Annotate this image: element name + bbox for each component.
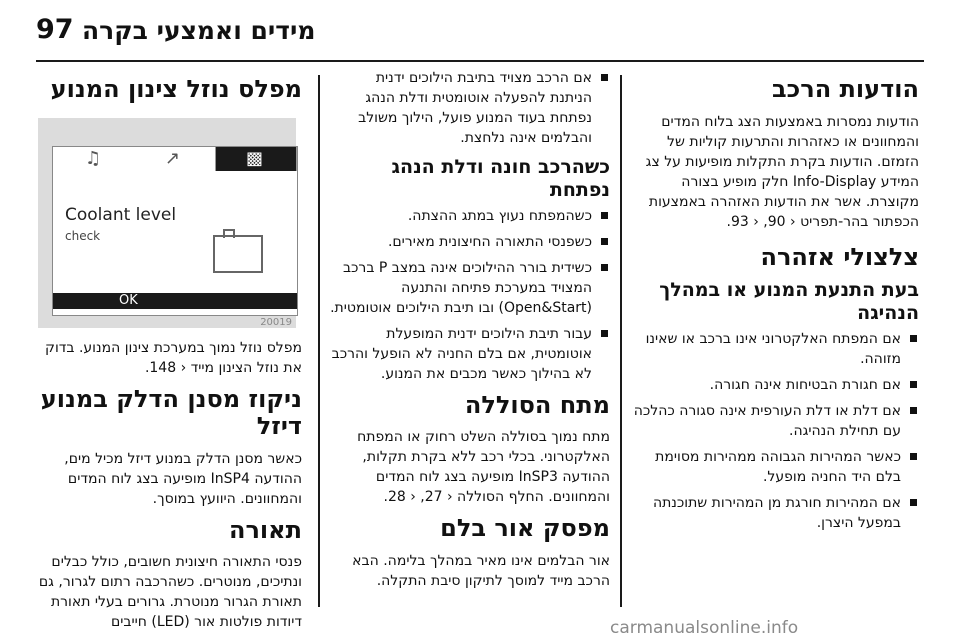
section-title-battery-voltage: מתח הסוללה (464, 390, 610, 419)
phone-icon: ↗ (165, 147, 181, 169)
column-divider (318, 75, 320, 607)
subsection-title-parked-door-open: כשהרכב חונה ודלת הנהג נפתחת (391, 156, 610, 201)
list-item: אם הרכב מצויד בתיבת הילוכים ידנית הניתנת להפעלה אוטומטית ודלת הנהג נפתחת בעוד המנוע פועל, הילוך משולב והבלמים אינה נלחצת. (330, 68, 610, 148)
music-icon: ♫ (85, 147, 102, 169)
section-title-lights: תאורה (228, 515, 302, 544)
figure-id: 20019 (260, 316, 292, 328)
intro-paragraph: הודעות נמסרות באמצעות הצג בלוח המדים והמחוונים או כאזהרות והתרעות קוליות של הזמזם. הודעות בקרת התקלות מופיעות על צג המידע Info-Display חלק מופיע בצורה מקוצרת. אשר את הודעות האזהרה באמצעות הכפתור בהר-תפריט ‹ 90, ‹ 93. (645, 113, 919, 230)
parked-chime-list (330, 206, 610, 384)
display-message-sub: check (65, 228, 101, 243)
list-item: אם המהירות חורגת מן המהירות שתוכנתה במפעל היצרן. (627, 493, 919, 533)
coolant-paragraph: מפלס נוזל נמוך במערכת צינון המנוע. בדוק את נוזל הצינון מייד ‹ 148. (45, 339, 302, 376)
display-message-title: Coolant level (65, 204, 177, 225)
list-item: כשידית בורר ההילוכים אינה במצב P ברכב המצויד במערכת פתיחה והתנעה (Open&Start) ובו תיבת הילוכים אוטומטית. (330, 258, 610, 318)
ok-bar (53, 293, 297, 309)
page-title: מידים ואמצעי בקרה (82, 16, 316, 45)
list-item: כשפנסי התאורה החיצונית מאירים. (330, 232, 610, 252)
lights-paragraph: פנסי התאורה חיצונית חשובים, כולל כבלים ונתיכים, מנוטרים. כשהרכבה רתום לגרור, גם תאורת הגרור מנוטרת. גרורים בעלי תאורת דיודות פולטות אור (LED) חייבים (38, 554, 302, 631)
list-item: אם דלת או דלת העורפית אינה סגורה כהלכה עם תחילת הנהיגה. (627, 401, 919, 441)
tab-music (55, 147, 135, 171)
watermark: carmanualsonline.info (610, 618, 799, 638)
section-title-vehicle-messages: הודעות הרכב (772, 75, 919, 103)
column-vehicle-messages (627, 62, 919, 610)
list-item: כאשר המהירות הגבוהה ממהירות מסוימת בלם היד החניה מופעל. (627, 447, 919, 487)
battery-paragraph: מתח נמוך בסוללה השלט רחוק או המפתח האלקטרוני. בכלי רכב ללא בקרת תקלות, ההודעה InSP3 מופיעה בצג לוח המדים והמחוונים. החלף הסוללה ‹ 27, ‹ 28. (357, 429, 610, 506)
list-item: כשהמפתח נעוץ במתג ההצתה. (330, 206, 610, 226)
section-title-brake-light-switch: מפסק אור בלם (440, 514, 610, 543)
display-panel (52, 146, 298, 316)
display-screenshot (38, 118, 296, 328)
tab-phone (135, 147, 216, 171)
subsection-title-start-or-drive: בעת התנעת המנוע או במהלך הנהיגה (659, 279, 919, 324)
section-title-coolant-level: מפלס נוזל צינון המנוע (50, 75, 302, 103)
list-item: עבור תיבת הילוכים ידנית המופעלת אוטומטית, אם בלם החניה לא הופעל והרכב לא בהילוך כאשר מכבים את המנוע. (330, 324, 610, 384)
diesel-paragraph: כאשר מסנן הדלק במנוע דיזל מכיל מים, ההודעה InSP4 מופיעה בצג לוח המדים והמחוונים. היוועץ במוסך. (64, 450, 302, 507)
page-number: 97 (36, 14, 74, 45)
warning-chime-list (627, 329, 919, 533)
page-header (0, 0, 960, 60)
car-icon: ▩ (246, 147, 264, 169)
column-chimes-battery (330, 62, 610, 610)
brake-paragraph: אור הבלמים אינו מאיר במהלך בלימה. הבא הרכב מייד למוסך לתיקון סיבת התקלה. (352, 552, 610, 589)
tab-vehicle (216, 147, 297, 171)
column-coolant-fuel-lights (38, 62, 302, 631)
section-title-diesel-filter: ניקוז מסנן הדלק במנוע דיזל (40, 384, 302, 441)
list-item: אם חגורת הבטיחות אינה חגורה. (627, 375, 919, 395)
list-item: אם המפתח האלקטרוני אינו ברכב או שאינו מזוהה. (627, 329, 919, 369)
ok-label: OK (119, 292, 138, 308)
coolant-reservoir-icon (213, 235, 263, 273)
section-title-warning-chimes: צלצולי אזהרה (760, 242, 919, 271)
chime-list-continued (330, 68, 610, 148)
column-divider (620, 75, 622, 607)
